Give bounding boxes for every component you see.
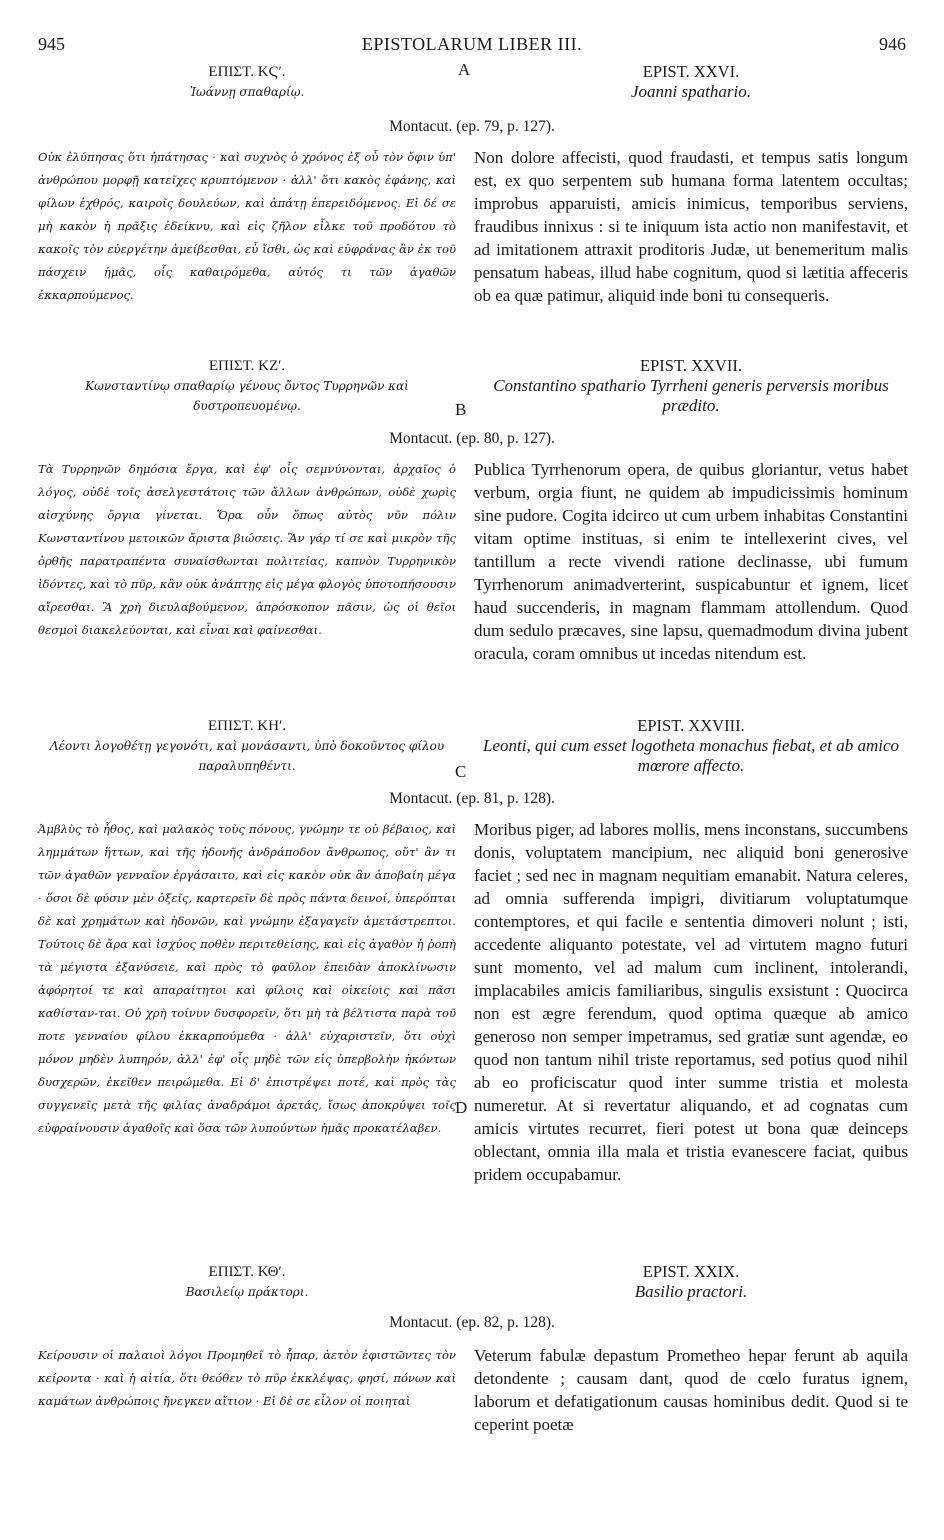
latin-epistle-address: Leonti, qui cum esset logotheta monachus fiebat, et ab amico mœrore affecto.: [483, 736, 899, 775]
latin-epistle-body: Veterum fabulæ depastum Prometheo hepar ferunt ab aquila detondente ; causam dant, quod de cœlo furatus ignem, laborum et defatigationum causas hominibus dedit. Quod si te ceperint poetæ: [474, 1346, 908, 1434]
greek-epistle-body: Οὐκ ἐλύπησας ὅτι ἠπάτησας · καὶ συχνὸς ὁ χρόνος ἐξ οὗ τὸν ὄφιν ὑπ' ἀνθρώπου μορφῇ κατεῖχες κρυπτόμενον · ἀλλ' ὅτι κακὸς ἐφάνης, καὶ φίλων ἐχθρός, καιροῖς δουλεύων, καὶ ἀπάτῃ ἐπερειδόμενος. Εἰ δέ σε μὴ κακὸν ἡ πρᾶξις ἐδείκνυ, καὶ εἰς ζῆλον εἷλκε τοῦ προδότου τὸ κακοῖς τὸν εὐεργέτην ἀμείβεσθαι, εὖ ἴσθι, ὡς καὶ εὐφράνας ἂν ἐκ τοῦ πάσχειν ἡμᾶς, οἷς καθαιρόμεθα, αὐτός τι τῶν ἀγαθῶν ἐκκαρπούμενος.: [38, 150, 456, 302]
latin-epistle-title: EPIST. XXVIII.: [637, 716, 745, 735]
greek-heading-26: [38, 62, 456, 102]
running-head: [38, 34, 906, 56]
greek-epistle-title: ΕΠΙΣΤ. ΚΖʹ.: [208, 358, 286, 374]
source-reference: Montacut. (ep. 80, p. 127).: [389, 430, 555, 447]
latin-epistle-title: EPIST. XXVII.: [640, 356, 742, 375]
greek-epistle-title: ΕΠΙΣΤ. ΚΘʹ.: [208, 1264, 286, 1280]
latin-epistle-body: Non dolore affecisti, quod fraudasti, et tempus satis longum est, ex quo serpentem sub humana forma latentem occultas; improbus apparuisti, amicis inimicus, temporibus serviens, fraudibus innixus : si te iniquum ista actio non manifestavit, et ad imitationem attraxit proditoris Judæ, ut benemeritum malis pensatum habeas, illud habe cognitum, quod si lætitia affeceris ob ea quæ patimur, aliquid inde boni tu consequeris.: [474, 148, 908, 305]
latin-heading-28: [474, 716, 908, 776]
source-reference: Montacut. (ep. 81, p. 128).: [389, 790, 555, 807]
page-number-left: 945: [38, 34, 65, 54]
section-marker-c: C: [455, 762, 467, 781]
section-marker-a: A: [458, 60, 471, 79]
greek-epistle-title: ΕΠΙΣΤ. ΚϚʹ.: [208, 64, 286, 80]
section-marker-b: B: [455, 400, 467, 419]
latin-epistle-title: EPIST. XXVI.: [642, 62, 740, 81]
greek-epistle-address: Βασιλείῳ πράκτορι.: [185, 1285, 309, 1299]
greek-epistle-address: Ἰωάννῃ σπαθαρίῳ.: [189, 85, 305, 99]
latin-epistle-address: Joanni spathario.: [631, 82, 751, 101]
latin-epistle-body: Moribus piger, ad labores mollis, mens inconstans, succumbens donis, voluptatem mancipium, nec aliquid boni generosive faciet ; sed nec in magnam nequitiam emanabit. Natura celeres, ad omnia sufferenda impigri, divitiarum voluptatumque contemptores, et qui facile e sententia dimoveri nolunt ; isti, accedente aliquanto potestate, vel ad virtutem magno futuri sunt momento, vel ad malum cum inclinent, intolerandi, implacabiles amicis familiaribus, singulis exsistunt : Quocirca non est ægre ferendum, quod optima quæque ab amico generoso non semper impetramus, sed gratiæ sunt agendæ, eo quod non tantum nihil triste reportamus, sed potius quod nihil ab eo proficiscatur quod inter summe tristia et molesta numeretur. At si revertatur aliquando, et ad cognatas cum amicis virtutes recurret, fieri potest ut bona quæ deinceps oblectant, omnia illa mala et tristia evanescere faciat, quibus pridem occupabamur.: [474, 820, 908, 1184]
source-reference: Montacut. (ep. 79, p. 127).: [389, 118, 555, 135]
latin-heading-29: [474, 1262, 908, 1302]
section-marker-d: D: [455, 1098, 468, 1117]
latin-epistle-title: EPIST. XXIX.: [642, 1262, 740, 1281]
greek-epistle-title: ΕΠΙΣΤ. ΚΗʹ.: [208, 718, 286, 734]
latin-epistle-address: Constantino spathario Tyrrheni generis perversis moribus prædito.: [493, 376, 889, 415]
greek-epistle-address: Κωνσταντίνῳ σπαθαρίῳ γένους ὄντος Τυρρηνῶν καὶ δυστροπευομένῳ.: [85, 379, 409, 413]
greek-epistle-body: Κείρουσιν οἱ παλαιοὶ λόγοι Προμηθεῖ τὸ ἧπαρ, ἀετὸν ἐφιστῶντες τὸν κείροντα · καὶ ἡ αἰτία, ὅτι θεόθεν τὸ πῦρ ἐκκλέψας, φησί, πόνων καὶ καμάτων ἀνθρώποις ἤνεγκεν αἴτιον · Εἰ δὲ σε εἶλον οἱ ποιηταὶ: [38, 1348, 456, 1408]
greek-heading-28: [38, 716, 456, 776]
greek-heading-27: [38, 356, 456, 416]
source-reference: Montacut. (ep. 82, p. 128).: [389, 1314, 555, 1331]
greek-epistle-body: Ἀμβλὺς τὸ ἦθος, καὶ μαλακὸς τοὺς πόνους, γνώμην τε οὐ βέβαιος, καὶ λημμάτων ἥττων, καὶ τῆς ἡδονῆς ἀνδράποδον ἄνθρωπος, οὔτ' ἂν τι τῶν ἀγαθῶν γενναῖον ἐργάσαιτο, καὶ εἰς κακὸν οὐκ ἂν ἀποβαίη μέγα · ὅσοι δὲ φύσιν μὲν ὀξεῖς, καρτερεῖν δὲ πρὸς πάντα δεινοί, ὑπερόπται δὲ καὶ χρημάτων καὶ ἡδονῶν, καὶ γνώμην ἐξαγαγεῖν ἀμετάστρεπτοι. Τούτοις δὲ ἄρα καὶ ἰσχύος ποθὲν περιτεθείσης, καὶ εἰς ἀγαθὸν ἡ ῥοπὴ τὰ μέγιστα ἐξανύσειε, καὶ πρὸς τὸ φαῦλον ἐπειδὰν ἀποκλίνωσιν ἀφόρητοί τε καὶ απαραίτητοι καὶ φίλοις καὶ οἰκείοις καὶ πᾶσι καθίσταν-ται. Οὐ χρὴ τοίνυν δυσφορεῖν, ὅτι μὴ τὰ βέλτιστα παρὰ τοῦ ποτε γενναίου φίλου ἐκκαρπούμεθα · ἀλλ' εὐχαριστεῖν, ὅτι οὐχὶ μόνον μηδὲν λυπηρόν, ἀλλ' ἐφ' οἷς μηδὲ τῶν εἰς ὑπερβολὴν ἡκόντων δυσχερῶν, ἐκεῖθεν πειρώμεθα. Εἰ δ' ἐπιστρέψει ποτέ, καὶ πρὸς τὰς συγγενεῖς μετὰ τῆς φιλίας ἀναδράμοι ἀρετάς, ἴσως ἀποκρύψει τοῖς εὐφραίνουσιν ἀγαθοῖς καὶ ὅσα τῶν λυπούντων ἡμᾶς προκατέλαβεν.: [38, 822, 456, 1135]
latin-heading-27: [474, 356, 908, 416]
latin-epistle-address: Basilio practori.: [634, 1282, 748, 1301]
latin-heading-26: [474, 62, 908, 102]
greek-epistle-body: Τὰ Τυρρηνῶν δημόσια ἔργα, καὶ ἐφ' οἷς σεμνύνονται, ἀρχαῖος ὁ λόγος, οὐδὲ τοῖς ἀσελγεστάτοις τῶν ἄλλων ἀνθρώπων, οὐδὲ χωρὶς αἰσχύνης ὄργια γίνεται. Ὅρα οὖν ὅπως αὐτὸς νῦν πόλιν Κωνσταντίνου μετοικῶν ἄριστα βιώσεις. Ἂν γάρ τί σε καὶ μικρὸν τῆς ὀρθῆς παρατραπέντα συναίσθωνται πολιτείας, καπνὸν Τυρρηνικὸν ἰδόντες, καὶ τὸ πῦρ, κἂν οὐκ ἀνάπτῃς εἰς μέγα φλογὸς ὑποτοπήσουσιν αἴρεσθαι. Ἃ χρὴ διευλαβούμενον, ἀπρόσκοπον πᾶσιν, ὡς οἱ θεῖοι θεσμοὶ διακελεύονται, καὶ εἶναι καὶ φαίνεσθαι.: [38, 462, 456, 637]
greek-heading-29: [38, 1262, 456, 1302]
page-number-right: 946: [879, 34, 906, 54]
latin-epistle-body: Publica Tyrrhenorum opera, de quibus gloriantur, vetus habet verbum, orgia fiunt, ne quidem ab impudicissimis hominum sine pudore. Cogita idcirco ut cum urbem inhabitas Constantini vitam optime instituas, si enim te intellexerint cives, vel tantillum a recte vivendi ratione declinasse, ubi fumum Tyrrhenorum animadverterint, suspicabuntur et ignem, licet haud succenderis, in magnam flammam attollendum. Quod dum sedulo præcaves, sine lapsu, quemadmodum divina jubent oracula, coram omnibus ut incedas nitendum est.: [474, 460, 908, 663]
running-title: EPISTOLARUM LIBER III.: [361, 34, 583, 54]
greek-epistle-address: Λέοντι λογοθέτῃ γεγονότι, καὶ μονάσαντι, ὑπὸ δοκοῦντος φίλου παραλυπηθέντι.: [49, 739, 445, 773]
